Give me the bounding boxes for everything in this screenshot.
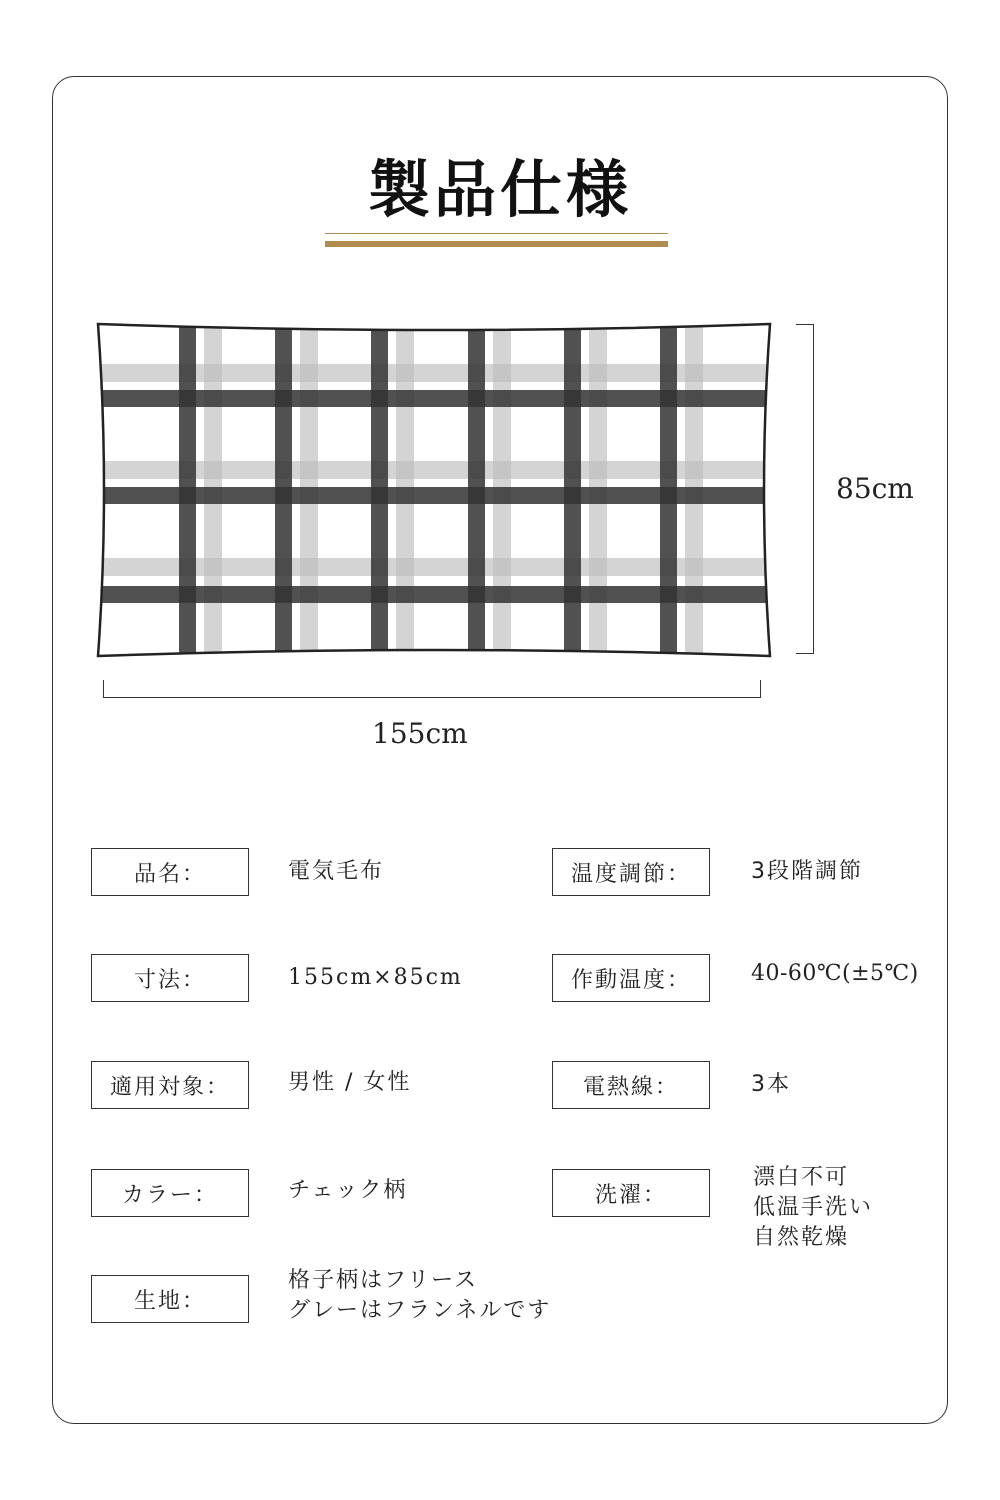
spec-label-color: カラー： [91, 1169, 249, 1217]
spec-value-temp-control: 3段階調節 [751, 859, 863, 884]
spec-label-fabric: 生地： [91, 1275, 249, 1323]
spec-value-operating-temp: 40-60℃(±5℃) [751, 961, 919, 986]
spec-value-size: 155cm×85cm [288, 965, 463, 990]
spec-value-fabric-line: 格子柄はフリース [288, 1268, 479, 1293]
spec-label-size: 寸法： [91, 954, 249, 1002]
spec-value-name: 電気毛布 [288, 859, 385, 884]
title-underline-thick [325, 241, 668, 247]
blanket-illustration [94, 320, 774, 660]
title-underline-thin [325, 233, 668, 234]
spec-label-name: 品名： [91, 848, 249, 896]
spec-label-target: 適用対象： [91, 1061, 249, 1109]
spec-value-washing-line: 低温手洗い [753, 1195, 874, 1220]
spec-value-fabric-line: グレーはフランネルです [288, 1298, 552, 1323]
spec-value-washing [753, 1163, 873, 1253]
spec-value-washing-line: 自然乾燥 [753, 1225, 850, 1250]
height-dimension-bracket [796, 324, 814, 654]
width-label: 155cm [372, 717, 468, 750]
spec-label-temp-control: 温度調節： [552, 848, 710, 896]
spec-value-target: 男性 / 女性 [288, 1070, 412, 1095]
spec-label-heating-wire: 電熱線： [552, 1061, 710, 1109]
spec-value-fabric [288, 1266, 551, 1326]
width-dimension-bracket [103, 680, 761, 698]
spec-value-washing-line: 漂白不可 [753, 1165, 850, 1190]
spec-value-color: チェック柄 [288, 1178, 408, 1203]
spec-value-heating-wire: 3本 [751, 1072, 791, 1097]
spec-label-washing: 洗濯： [552, 1169, 710, 1217]
page-title: 製品仕様 [367, 153, 632, 226]
height-label: 85cm [836, 472, 914, 505]
spec-label-operating-temp: 作動温度： [552, 954, 710, 1002]
